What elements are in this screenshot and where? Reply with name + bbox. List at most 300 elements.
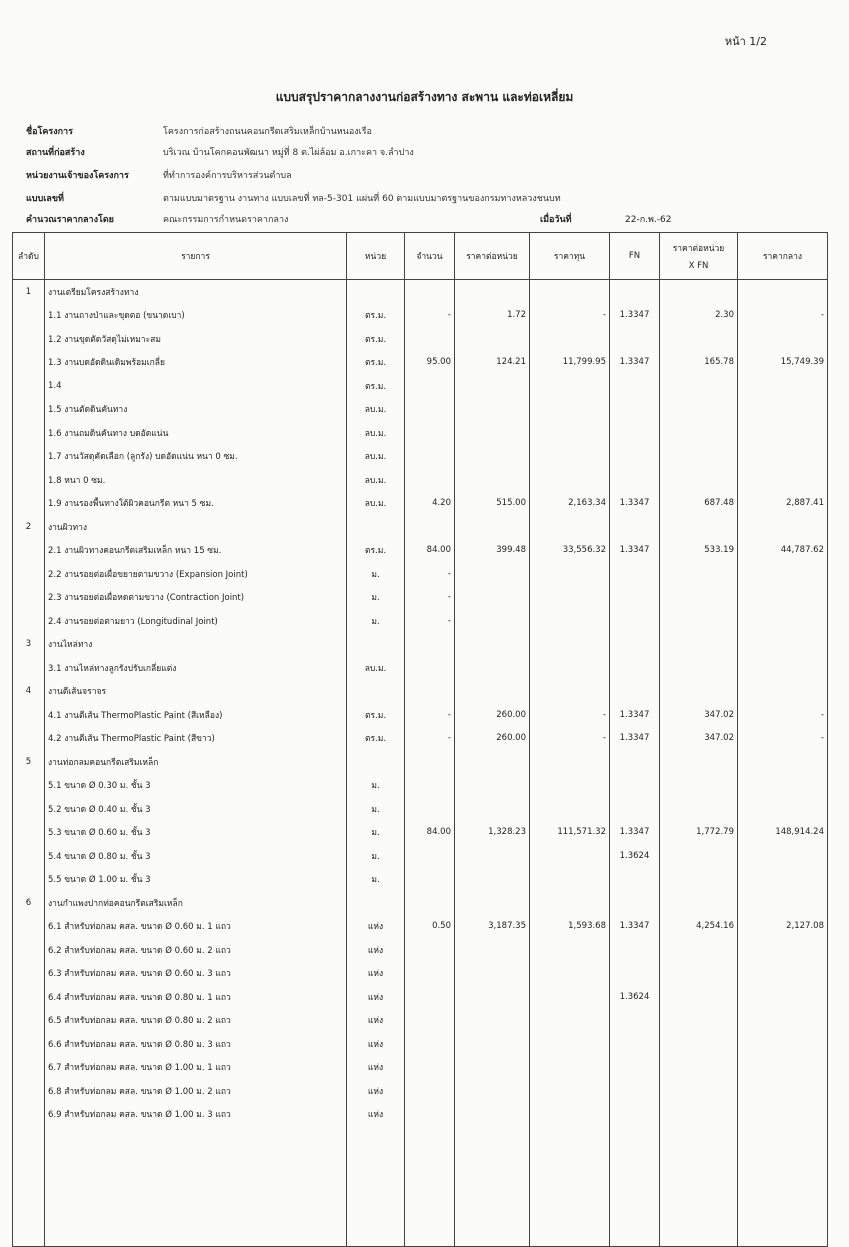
row-qty: [405, 797, 455, 821]
row-no: [13, 703, 45, 727]
blank-cell: [347, 1126, 405, 1247]
row-no: [13, 962, 45, 986]
row-item: งานเตรียมโครงสร้างทาง: [45, 280, 347, 304]
row-unit-cost: 1.72: [455, 304, 530, 328]
row-unit-price-fn: 687.48: [660, 492, 738, 516]
table-row: [13, 1009, 828, 1033]
row-total-cost: [530, 374, 610, 398]
table-row: [13, 492, 828, 516]
row-unit-cost: [455, 868, 530, 892]
row-unit-cost: [455, 1056, 530, 1080]
row-no: [13, 445, 45, 469]
row-total-price: 2,127.08: [738, 915, 828, 939]
row-unit-cost: [455, 1032, 530, 1056]
table-group-row: [13, 633, 828, 657]
row-unit-cost: 260.00: [455, 727, 530, 751]
row-no: [13, 797, 45, 821]
row-unit-cost: [455, 515, 530, 539]
col-fn-header: FN: [610, 233, 660, 280]
row-total-cost: [530, 445, 610, 469]
table-row: [13, 327, 828, 351]
row-no: 1: [13, 280, 45, 304]
blank-cell: [530, 1126, 610, 1247]
row-unit-cost: [455, 398, 530, 422]
row-no: 3: [13, 633, 45, 657]
blank-cell: [738, 1126, 828, 1247]
row-qty: [405, 421, 455, 445]
row-total-cost: [530, 633, 610, 657]
row-item: 5.5 ขนาด Ø 1.00 ม. ชั้น 3: [45, 868, 347, 892]
row-qty: -: [405, 304, 455, 328]
row-no: [13, 868, 45, 892]
row-qty: [405, 962, 455, 986]
row-total-price: 44,787.62: [738, 539, 828, 563]
row-item: 6.1 สำหรับท่อกลม คสล. ขนาด Ø 0.60 ม. 1 แถว: [45, 915, 347, 939]
row-unit-cost: [455, 938, 530, 962]
row-total-price: [738, 868, 828, 892]
row-item: งานไหล่ทาง: [45, 633, 347, 657]
row-unit-cost: [455, 797, 530, 821]
row-total-price: [738, 398, 828, 422]
table-row: [13, 938, 828, 962]
col-unit-price-fn-line2: X FN: [688, 261, 709, 271]
table-row: [13, 727, 828, 751]
row-total-cost: -: [530, 703, 610, 727]
row-fn: [610, 280, 660, 304]
header-field-label: แบบเลขที่: [26, 194, 64, 204]
row-total-price: [738, 750, 828, 774]
row-unit-price-fn: 4,254.16: [660, 915, 738, 939]
table-row: [13, 985, 828, 1009]
row-unit: แห่ง: [347, 985, 405, 1009]
row-no: [13, 609, 45, 633]
row-qty: [405, 445, 455, 469]
row-unit-price-fn: [660, 797, 738, 821]
header-field-value: บริเวณ บ้านโคกคอนพัฒนา หมู่ที่ 8 ต.ไผ่ล้อม อ.เกาะคา จ.ลำปาง: [163, 148, 414, 158]
row-total-cost: [530, 656, 610, 680]
row-total-price: [738, 1103, 828, 1127]
row-total-price: [738, 515, 828, 539]
row-fn: 1.3624: [610, 844, 660, 868]
row-total-price: [738, 327, 828, 351]
row-total-price: [738, 797, 828, 821]
row-unit: ม.: [347, 562, 405, 586]
table-group-row: [13, 515, 828, 539]
col-unit-price-fn-line1: ราคาต่อหน่วย: [672, 244, 725, 254]
row-unit-price-fn: [660, 1079, 738, 1103]
row-no: [13, 938, 45, 962]
table-group-row: [13, 750, 828, 774]
row-total-price: [738, 421, 828, 445]
row-total-cost: [530, 1009, 610, 1033]
row-unit-price-fn: [660, 1103, 738, 1127]
row-total-cost: [530, 891, 610, 915]
row-unit-price-fn: [660, 421, 738, 445]
row-total-cost: 33,556.32: [530, 539, 610, 563]
row-qty: [405, 656, 455, 680]
row-fn: [610, 868, 660, 892]
row-unit-cost: [455, 468, 530, 492]
row-no: [13, 844, 45, 868]
row-total-cost: [530, 468, 610, 492]
row-unit-cost: [455, 280, 530, 304]
row-unit-price-fn: [660, 1009, 738, 1033]
row-total-cost: [530, 586, 610, 610]
row-no: 5: [13, 750, 45, 774]
row-total-price: [738, 562, 828, 586]
row-qty: -: [405, 562, 455, 586]
table-row: [13, 421, 828, 445]
date-value: 22-ก.พ.-62: [625, 215, 672, 225]
row-qty: [405, 774, 455, 798]
row-total-price: -: [738, 727, 828, 751]
row-qty: [405, 633, 455, 657]
row-no: [13, 327, 45, 351]
row-fn: 1.3347: [610, 492, 660, 516]
row-unit: แห่ง: [347, 1103, 405, 1127]
row-total-price: [738, 1056, 828, 1080]
row-unit: [347, 680, 405, 704]
row-unit: ลบ.ม.: [347, 421, 405, 445]
row-fn: [610, 327, 660, 351]
row-unit-cost: [455, 1009, 530, 1033]
row-total-price: [738, 1009, 828, 1033]
row-item: 1.6 งานถมดินคันทาง บดอัดแน่น: [45, 421, 347, 445]
row-total-cost: 1,593.68: [530, 915, 610, 939]
table-header-row: [13, 233, 828, 280]
row-no: [13, 562, 45, 586]
col-item-header: รายการ: [45, 233, 347, 280]
row-item: 1.2 งานขุดตัดวัสดุไม่เหมาะสม: [45, 327, 347, 351]
table-blank-row: [13, 1126, 828, 1247]
table-row: [13, 1103, 828, 1127]
row-unit-cost: [455, 656, 530, 680]
row-unit: ตร.ม.: [347, 327, 405, 351]
row-total-price: [738, 280, 828, 304]
row-unit-price-fn: 347.02: [660, 703, 738, 727]
row-unit: ม.: [347, 586, 405, 610]
row-no: [13, 1009, 45, 1033]
row-unit: แห่ง: [347, 1056, 405, 1080]
row-total-cost: [530, 421, 610, 445]
row-unit-price-fn: [660, 374, 738, 398]
row-item: 1.4: [45, 374, 347, 398]
row-qty: [405, 1056, 455, 1080]
row-no: [13, 398, 45, 422]
row-fn: [610, 445, 660, 469]
row-total-cost: [530, 868, 610, 892]
row-item: งานผิวทาง: [45, 515, 347, 539]
row-fn: 1.3347: [610, 821, 660, 845]
header-field-label: หน่วยงานเจ้าของโครงการ: [26, 171, 129, 181]
table-row: [13, 703, 828, 727]
row-no: [13, 1056, 45, 1080]
header-field-label: สถานที่ก่อสร้าง: [26, 148, 85, 158]
row-unit: [347, 280, 405, 304]
row-unit: ตร.ม.: [347, 351, 405, 375]
row-total-price: [738, 1079, 828, 1103]
row-item: 1.5 งานตัดดินคันทาง: [45, 398, 347, 422]
row-qty: -: [405, 586, 455, 610]
row-item: 3.1 งานไหล่ทางลูกรังปรับเกลี่ยแต่ง: [45, 656, 347, 680]
row-item: 2.4 งานรอยต่อตามยาว (Longitudinal Joint): [45, 609, 347, 633]
row-unit-cost: 515.00: [455, 492, 530, 516]
row-unit-cost: [455, 562, 530, 586]
row-item: งานตีเส้นจราจร: [45, 680, 347, 704]
table-row: [13, 351, 828, 375]
row-qty: -: [405, 609, 455, 633]
row-total-cost: [530, 938, 610, 962]
row-unit: [347, 633, 405, 657]
row-fn: [610, 609, 660, 633]
row-unit: ลบ.ม.: [347, 398, 405, 422]
header-field-value: คณะกรรมการกำหนดราคากลาง: [163, 215, 289, 225]
row-unit: ม.: [347, 609, 405, 633]
row-unit-price-fn: 165.78: [660, 351, 738, 375]
row-item: 6.2 สำหรับท่อกลม คสล. ขนาด Ø 0.60 ม. 2 แถว: [45, 938, 347, 962]
table-body: [13, 280, 828, 1247]
blank-cell: [660, 1126, 738, 1247]
row-total-cost: 2,163.34: [530, 492, 610, 516]
row-unit-price-fn: 347.02: [660, 727, 738, 751]
row-fn: [610, 1056, 660, 1080]
row-item: 5.4 ขนาด Ø 0.80 ม. ชั้น 3: [45, 844, 347, 868]
row-total-cost: -: [530, 304, 610, 328]
row-unit-price-fn: [660, 680, 738, 704]
table-row: [13, 821, 828, 845]
row-total-cost: [530, 280, 610, 304]
row-unit-cost: [455, 421, 530, 445]
row-unit: แห่ง: [347, 1079, 405, 1103]
row-no: [13, 374, 45, 398]
row-unit: [347, 891, 405, 915]
row-fn: [610, 891, 660, 915]
row-item: 6.8 สำหรับท่อกลม คสล. ขนาด Ø 1.00 ม. 2 แถว: [45, 1079, 347, 1103]
row-unit: แห่ง: [347, 915, 405, 939]
row-unit-price-fn: [660, 1032, 738, 1056]
row-total-cost: [530, 515, 610, 539]
table-row: [13, 962, 828, 986]
row-no: [13, 656, 45, 680]
row-unit-price-fn: [660, 280, 738, 304]
row-qty: [405, 1009, 455, 1033]
row-no: [13, 915, 45, 939]
row-unit-price-fn: [660, 398, 738, 422]
row-qty: [405, 398, 455, 422]
row-qty: [405, 1103, 455, 1127]
table-row: [13, 1032, 828, 1056]
row-unit: ลบ.ม.: [347, 445, 405, 469]
row-total-price: [738, 962, 828, 986]
row-unit: ม.: [347, 868, 405, 892]
row-total-price: [738, 468, 828, 492]
row-qty: -: [405, 703, 455, 727]
table-row: [13, 374, 828, 398]
row-total-cost: [530, 750, 610, 774]
row-qty: [405, 891, 455, 915]
col-unit-cost-header: ราคาต่อหน่วย: [455, 233, 530, 280]
row-total-price: [738, 609, 828, 633]
row-total-cost: 11,799.95: [530, 351, 610, 375]
row-item: 5.1 ขนาด Ø 0.30 ม. ชั้น 3: [45, 774, 347, 798]
row-unit: แห่ง: [347, 938, 405, 962]
row-total-cost: [530, 1056, 610, 1080]
row-qty: 95.00: [405, 351, 455, 375]
col-total-price-header: ราคากลาง: [738, 233, 828, 280]
row-no: 2: [13, 515, 45, 539]
row-total-price: [738, 938, 828, 962]
row-total-cost: [530, 398, 610, 422]
blank-cell: [45, 1126, 347, 1247]
row-unit: แห่ง: [347, 1009, 405, 1033]
row-fn: 1.3347: [610, 703, 660, 727]
row-no: [13, 1032, 45, 1056]
col-unit-price-fn-header: [660, 233, 738, 280]
row-total-price: [738, 586, 828, 610]
row-unit: ตร.ม.: [347, 727, 405, 751]
row-no: [13, 727, 45, 751]
row-unit: [347, 750, 405, 774]
row-total-price: [738, 633, 828, 657]
row-fn: [610, 468, 660, 492]
blank-cell: [13, 1126, 45, 1247]
table-row: [13, 868, 828, 892]
row-total-cost: [530, 1079, 610, 1103]
row-unit-cost: 3,187.35: [455, 915, 530, 939]
row-unit-cost: [455, 891, 530, 915]
blank-cell: [610, 1126, 660, 1247]
row-unit: ม.: [347, 821, 405, 845]
row-total-price: [738, 844, 828, 868]
row-unit-cost: [455, 633, 530, 657]
row-unit-price-fn: [660, 774, 738, 798]
row-qty: 84.00: [405, 539, 455, 563]
row-no: [13, 1079, 45, 1103]
row-total-cost: [530, 562, 610, 586]
row-total-price: [738, 891, 828, 915]
row-unit-price-fn: 1,772.79: [660, 821, 738, 845]
page-number: หน้า 1/2: [724, 35, 767, 48]
row-total-price: [738, 985, 828, 1009]
table-row: [13, 586, 828, 610]
row-unit-price-fn: [660, 844, 738, 868]
row-item: 4.1 งานตีเส้น ThermoPlastic Paint (สีเหลือง): [45, 703, 347, 727]
row-total-cost: -: [530, 727, 610, 751]
row-qty: [405, 280, 455, 304]
row-unit-price-fn: [660, 1056, 738, 1080]
table-group-row: [13, 280, 828, 304]
row-unit: ตร.ม.: [347, 703, 405, 727]
row-unit-cost: [455, 609, 530, 633]
row-fn: [610, 1103, 660, 1127]
row-unit-price-fn: [660, 445, 738, 469]
row-no: [13, 539, 45, 563]
row-unit-cost: [455, 774, 530, 798]
row-unit-cost: [455, 586, 530, 610]
row-fn: [610, 962, 660, 986]
row-item: 1.7 งานวัสดุคัดเลือก (ลูกรัง) บดอัดแน่น หนา 0 ซม.: [45, 445, 347, 469]
row-fn: 1.3347: [610, 727, 660, 751]
row-item: 1.9 งานรองพื้นทางใต้ผิวคอนกรีต หนา 5 ซม.: [45, 492, 347, 516]
document-title: แบบสรุปราคากลางงานก่อสร้างทาง สะพาน และท่อเหลี่ยม: [275, 90, 574, 104]
row-unit-price-fn: [660, 515, 738, 539]
header-field-label: คำนวณราคากลางโดย: [26, 215, 114, 225]
row-total-price: [738, 680, 828, 704]
row-unit: ลบ.ม.: [347, 468, 405, 492]
row-unit-cost: [455, 985, 530, 1009]
row-fn: [610, 774, 660, 798]
row-unit-cost: 399.48: [455, 539, 530, 563]
table-row: [13, 445, 828, 469]
row-unit-cost: 124.21: [455, 351, 530, 375]
row-fn: 1.3347: [610, 915, 660, 939]
row-no: [13, 468, 45, 492]
row-unit-price-fn: 533.19: [660, 539, 738, 563]
row-qty: [405, 1079, 455, 1103]
row-total-price: 2,887.41: [738, 492, 828, 516]
header-field-label: ชื่อโครงการ: [26, 127, 73, 137]
row-unit: ม.: [347, 774, 405, 798]
row-unit-price-fn: [660, 633, 738, 657]
row-qty: [405, 1032, 455, 1056]
row-item: 6.9 สำหรับท่อกลม คสล. ขนาด Ø 1.00 ม. 3 แถว: [45, 1103, 347, 1127]
row-item: 1.8 หนา 0 ซม.: [45, 468, 347, 492]
row-fn: [610, 1032, 660, 1056]
row-qty: -: [405, 727, 455, 751]
row-qty: [405, 868, 455, 892]
row-fn: 1.3624: [610, 985, 660, 1009]
col-unit-header: หน่วย: [347, 233, 405, 280]
row-unit: ตร.ม.: [347, 304, 405, 328]
table-row: [13, 797, 828, 821]
row-qty: [405, 680, 455, 704]
row-unit-cost: [455, 374, 530, 398]
row-qty: [405, 844, 455, 868]
row-item: 6.3 สำหรับท่อกลม คสล. ขนาด Ø 0.60 ม. 3 แถว: [45, 962, 347, 986]
col-no-header: ลำดับ: [13, 233, 45, 280]
row-fn: 1.3347: [610, 539, 660, 563]
row-no: [13, 492, 45, 516]
row-item: งานท่อกลมคอนกรีตเสริมเหล็ก: [45, 750, 347, 774]
row-qty: 84.00: [405, 821, 455, 845]
table-row: [13, 304, 828, 328]
row-item: 1.3 งานบดอัดดินเดิมพร้อมเกลี่ย: [45, 351, 347, 375]
row-fn: [610, 515, 660, 539]
col-total-cost-header: ราคาทุน: [530, 233, 610, 280]
row-no: [13, 1103, 45, 1127]
row-no: [13, 421, 45, 445]
row-total-price: [738, 656, 828, 680]
table-row: [13, 915, 828, 939]
col-qty-header: จำนวน: [405, 233, 455, 280]
row-unit-cost: [455, 844, 530, 868]
row-total-cost: [530, 962, 610, 986]
row-total-cost: [530, 609, 610, 633]
row-item: 4.2 งานตีเส้น ThermoPlastic Paint (สีขาว): [45, 727, 347, 751]
table-row: [13, 562, 828, 586]
row-total-cost: [530, 680, 610, 704]
row-total-cost: [530, 327, 610, 351]
row-total-cost: [530, 1103, 610, 1127]
row-fn: [610, 633, 660, 657]
row-item: 5.3 ขนาด Ø 0.60 ม. ชั้น 3: [45, 821, 347, 845]
row-qty: [405, 374, 455, 398]
row-fn: [610, 656, 660, 680]
row-qty: 4.20: [405, 492, 455, 516]
table-row: [13, 398, 828, 422]
row-unit-cost: [455, 1103, 530, 1127]
row-unit: ลบ.ม.: [347, 656, 405, 680]
